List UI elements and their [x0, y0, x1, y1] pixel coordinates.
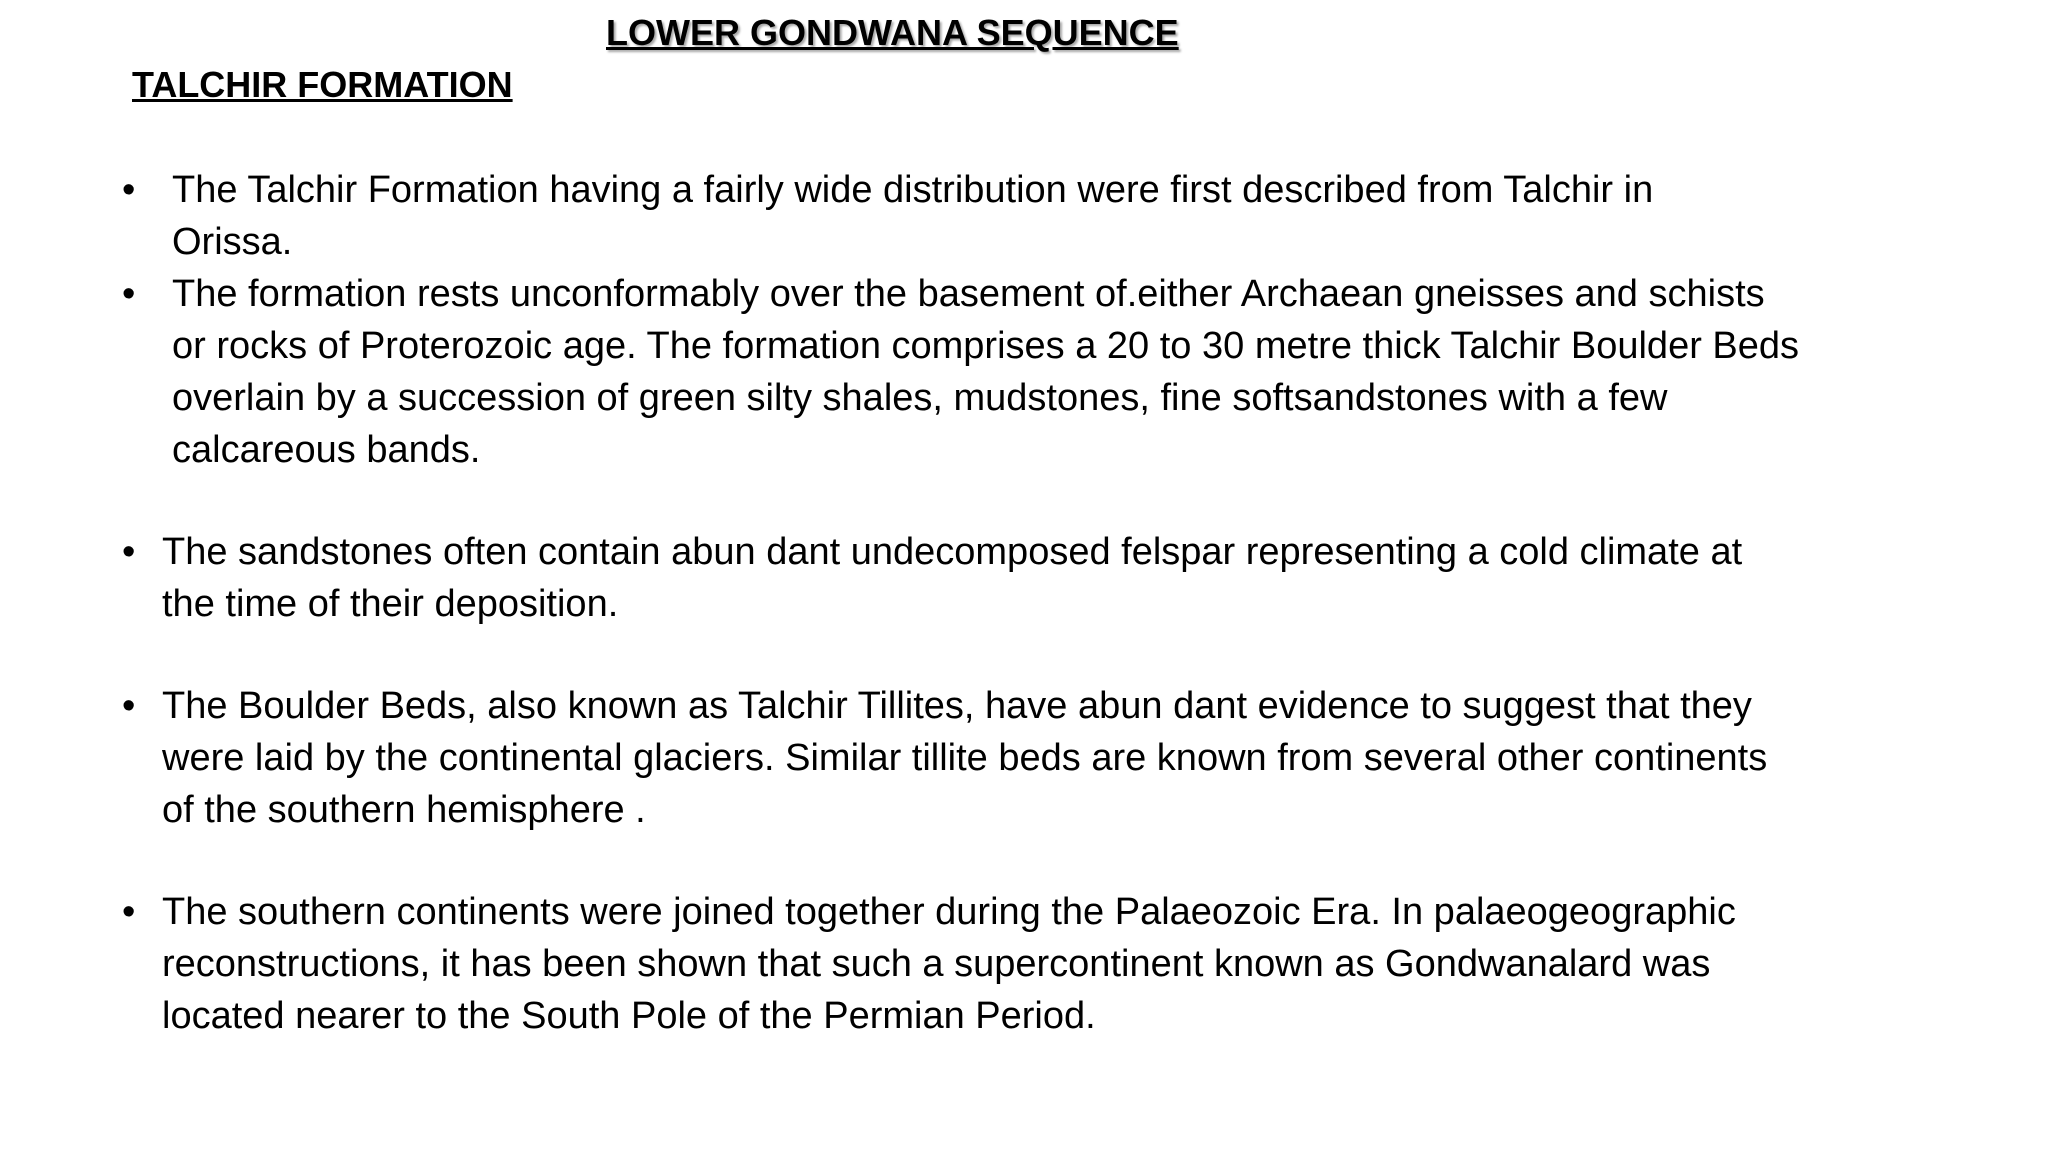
bullet-text: The Boulder Beds, also known as Talchir Tillites, have abun dant evidence to suggest that they were laid by the continental glaciers. Similar tillite beds are known from several other continents of the southern hemisphere .	[162, 685, 1768, 831]
bullet-icon: •	[122, 531, 136, 573]
bullet-text: The formation rests unconformably over the basement of.either Archaean gneisses and schists or rocks of Proterozoic age. The formation comprises a 20 to 30 metre thick Talchir Boulder Beds overlain by a succession of green silty shales, mudstones, fine softsandstones with a few calcareous bands.	[172, 273, 1800, 471]
section-heading: TALCHIR FORMATION	[132, 64, 513, 105]
bullet-item	[120, 164, 1900, 268]
bullet-item	[120, 526, 1900, 630]
bullet-list	[120, 164, 1900, 1042]
bullet-text: The southern continents were joined together during the Palaeozoic Era. In palaeogeographic reconstructions, it has been shown that such a supercontinent known as Gondwanalard was located nearer to the South Pole of the Permian Period.	[162, 891, 1736, 1037]
slide-title: LOWER GONDWANA SEQUENCE	[606, 12, 1179, 53]
bullet-icon: •	[122, 273, 136, 315]
bullet-text: The Talchir Formation having a fairly wide distribution were first described from Talchir in Orissa.	[172, 169, 1654, 263]
bullet-icon: •	[122, 685, 136, 727]
bullet-item	[120, 886, 1900, 1042]
bullet-item	[120, 680, 1900, 836]
bullet-text: The sandstones often contain abun dant undecomposed felspar representing a cold climate at the time of their deposition.	[162, 531, 1743, 625]
bullet-icon: •	[122, 891, 136, 933]
bullet-item	[120, 268, 1900, 476]
bullet-icon: •	[122, 169, 136, 211]
